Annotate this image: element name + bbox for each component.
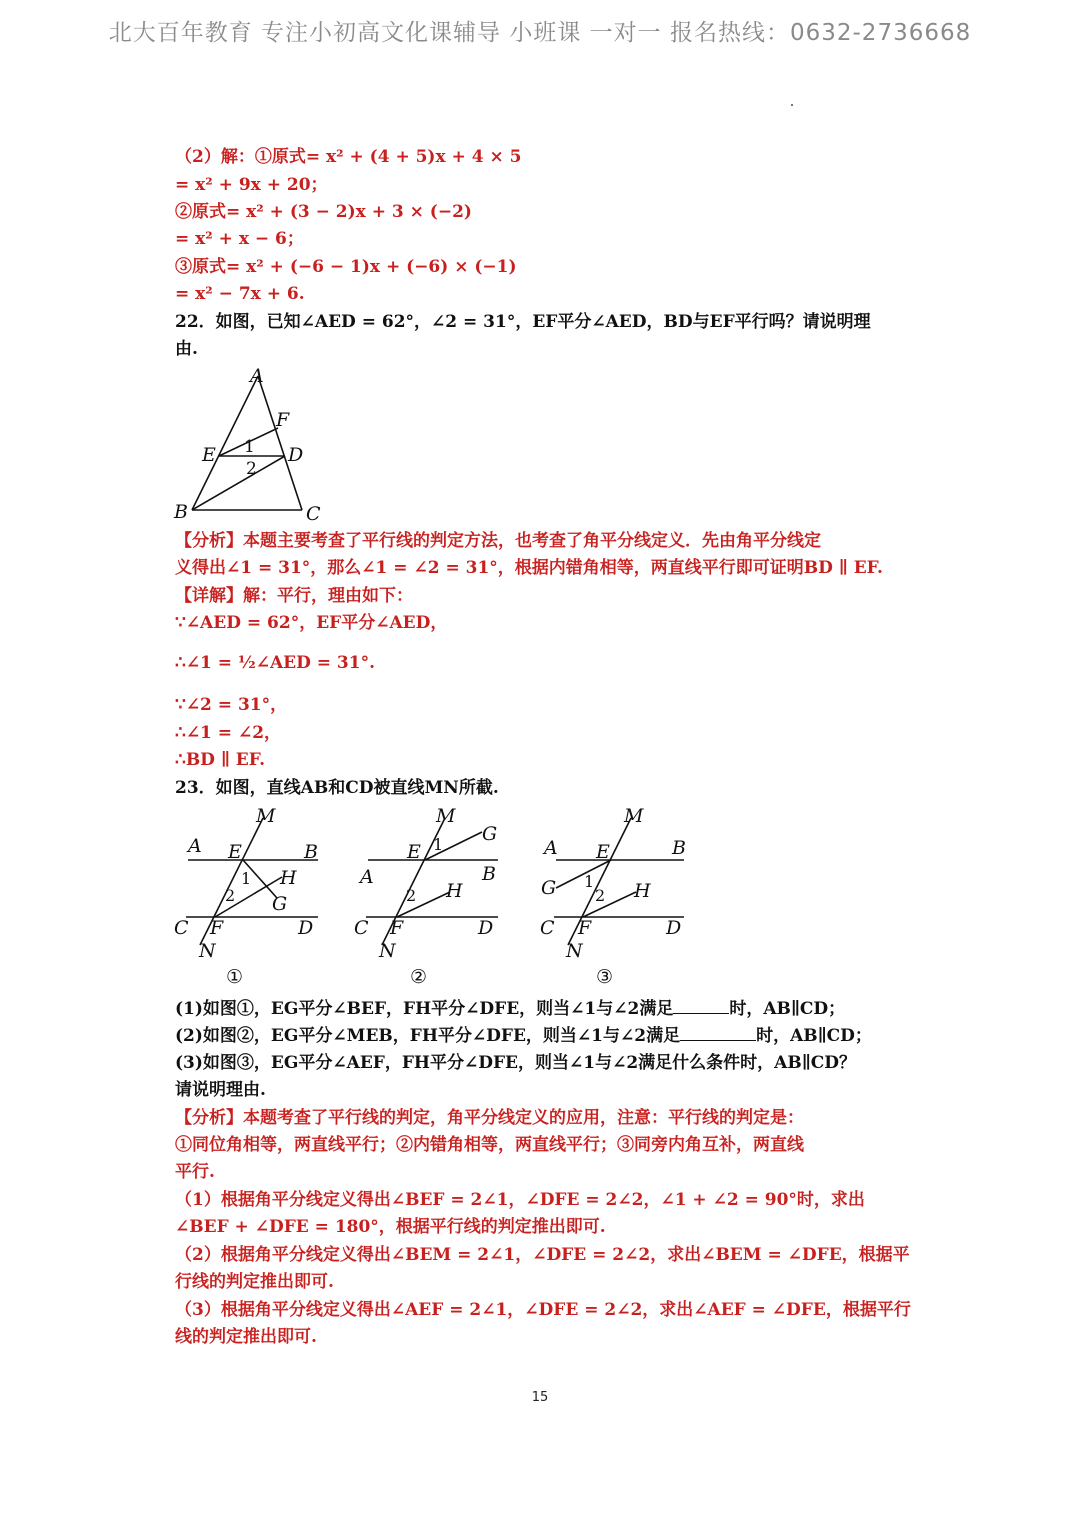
svg-text:M: M — [624, 805, 644, 827]
q23-part-3: (3)如图③，EG平分∠AEF，FH平分∠DFE，则当∠1与∠2满足什么条件时，AB∥CD？ — [175, 1053, 856, 1073]
line-ac — [258, 376, 302, 510]
label-b: B — [174, 501, 188, 523]
sol-line-5: ③原式= x² + (−6 − 1)x + (−6) × (−1) — [175, 257, 517, 277]
svg-text:D: D — [298, 917, 314, 939]
q23-figure-1 — [170, 800, 330, 990]
q22-analysis-1: 【分析】本题主要考查了平行线的判定方法，也考查了角平分线定义．先由角平分线定 — [175, 531, 821, 551]
svg-text:G: G — [272, 893, 288, 915]
page-header: 北大百年教育 专注小初高文化课辅导 小班课 一对一 报名热线：0632-2736668 — [108, 20, 972, 46]
svg-text:③: ③ — [596, 966, 614, 988]
sol-line-1: （2）解：①原式= x² + (4 + 5)x + 4 × 5 — [175, 147, 522, 167]
q23-analysis-9: 线的判定推出即可. — [175, 1327, 317, 1347]
svg-text:H: H — [634, 880, 651, 902]
svg-text:H: H — [446, 880, 463, 902]
q22-stem-2: 由. — [175, 339, 198, 359]
svg-text:1: 1 — [433, 835, 444, 854]
svg-text:E: E — [228, 841, 242, 863]
svg-text:M: M — [256, 805, 276, 827]
sol-line-3: ②原式= x² + (3 − 2)x + 3 × (−2) — [175, 202, 472, 222]
sol-line-4: = x² + x − 6； — [175, 229, 304, 249]
q23-analysis-4: （1）根据角平分线定义得出∠BEF = 2∠1，∠DFE = 2∠2，∠1 + ∠2 = 90°时，求出 — [175, 1190, 865, 1210]
q22-stem-1: 22．如图，已知∠AED = 62°，∠2 = 31°，EF平分∠AED，BD与EF平行吗？请说明理 — [175, 312, 871, 332]
answer-blank-1[interactable] — [673, 997, 729, 1014]
q23-analysis-7: 行线的判定推出即可. — [175, 1272, 334, 1292]
label-angle-1: 1 — [244, 437, 255, 457]
page-number: 15 — [531, 1390, 549, 1405]
q22-detail-3: ∴∠1 = ½∠AED = 31°. — [175, 653, 375, 673]
svg-text:A: A — [544, 837, 558, 859]
q23-part-2: (2)如图②，EG平分∠MEB，FH平分∠DFE，则当∠1与∠2满足 时，AB∥CD； — [175, 1026, 872, 1046]
svg-text:B: B — [482, 863, 496, 885]
q23-part-1: (1)如图①，EG平分∠BEF，FH平分∠DFE，则当∠1与∠2满足 时，AB∥CD； — [175, 999, 846, 1019]
svg-text:D: D — [478, 917, 494, 939]
q23-part-3b: 请说明理由. — [175, 1080, 266, 1100]
svg-text:G: G — [541, 877, 557, 899]
svg-text:B: B — [304, 841, 318, 863]
svg-text:C: C — [354, 917, 369, 939]
q23-figure-2 — [350, 800, 510, 990]
label-e: E — [202, 444, 216, 466]
q23-analysis-6: （2）根据角平分线定义得出∠BEM = 2∠1，∠DFE = 2∠2，求出∠BEM = ∠DFE，根据平 — [175, 1245, 910, 1265]
svg-text:A: A — [188, 835, 202, 857]
stray-dot — [791, 104, 793, 106]
q22-detail-5: ∴∠1 = ∠2， — [175, 723, 282, 743]
svg-text:E: E — [407, 841, 421, 863]
q23-analysis-1: 【分析】本题考查了平行线的判定，角平分线定义的应用，注意：平行线的判定是： — [175, 1108, 804, 1128]
svg-text:D: D — [666, 917, 682, 939]
svg-text:N: N — [566, 940, 583, 962]
sol-line-2: = x² + 9x + 20； — [175, 175, 328, 195]
svg-text:2: 2 — [595, 886, 606, 905]
svg-text:1: 1 — [584, 872, 595, 891]
svg-text:A: A — [360, 866, 374, 888]
svg-text:N: N — [379, 940, 396, 962]
svg-text:2: 2 — [225, 886, 236, 905]
svg-text:F: F — [390, 917, 404, 939]
q23-analysis-2: ①同位角相等，两直线平行；②内错角相等，两直线平行；③同旁内角互补，两直线 — [175, 1135, 804, 1155]
answer-blank-2[interactable] — [680, 1024, 756, 1041]
svg-text:F: F — [210, 917, 224, 939]
q22-detail-1: 【详解】解：平行，理由如下： — [175, 586, 413, 606]
q22-detail-4: ∵∠2 = 31°， — [175, 695, 288, 715]
svg-text:①: ① — [226, 966, 244, 988]
q22-analysis-2: 义得出∠1 = 31°，那么∠1 = ∠2 = 31°，根据内错角相等，两直线平行即可证明BD ∥ EF. — [175, 558, 883, 578]
q23-analysis-8: （3）根据角平分线定义得出∠AEF = 2∠1，∠DFE = 2∠2，求出∠AEF = ∠DFE，根据平行 — [175, 1300, 911, 1320]
svg-text:H: H — [280, 867, 297, 889]
svg-text:G: G — [482, 823, 498, 845]
label-angle-2: 2 — [246, 459, 257, 479]
q22-figure — [170, 362, 340, 527]
svg-text:C: C — [540, 917, 555, 939]
svg-text:B: B — [672, 837, 686, 859]
svg-text:1: 1 — [241, 869, 252, 888]
label-d: D — [288, 444, 304, 466]
q23-analysis-5: ∠BEF + ∠DFE = 180°，根据平行线的判定推出即可. — [175, 1217, 606, 1237]
q23-figure-3 — [536, 800, 696, 990]
q22-detail-2: ∵∠AED = 62°，EF平分∠AED， — [175, 613, 448, 633]
svg-text:2: 2 — [406, 886, 417, 905]
label-f: F — [276, 409, 290, 431]
q23-analysis-3: 平行. — [175, 1162, 215, 1182]
svg-text:C: C — [174, 917, 189, 939]
svg-text:N: N — [199, 940, 216, 962]
svg-text:F: F — [578, 917, 592, 939]
svg-text:②: ② — [410, 966, 428, 988]
q23-stem: 23．如图，直线AB和CD被直线MN所截. — [175, 778, 499, 798]
label-a: A — [250, 365, 264, 387]
sol-line-6: = x² − 7x + 6. — [175, 284, 305, 304]
label-c: C — [306, 503, 321, 525]
q22-detail-6: ∴BD ∥ EF. — [175, 750, 265, 770]
svg-text:M: M — [436, 805, 456, 827]
svg-text:E: E — [596, 841, 610, 863]
